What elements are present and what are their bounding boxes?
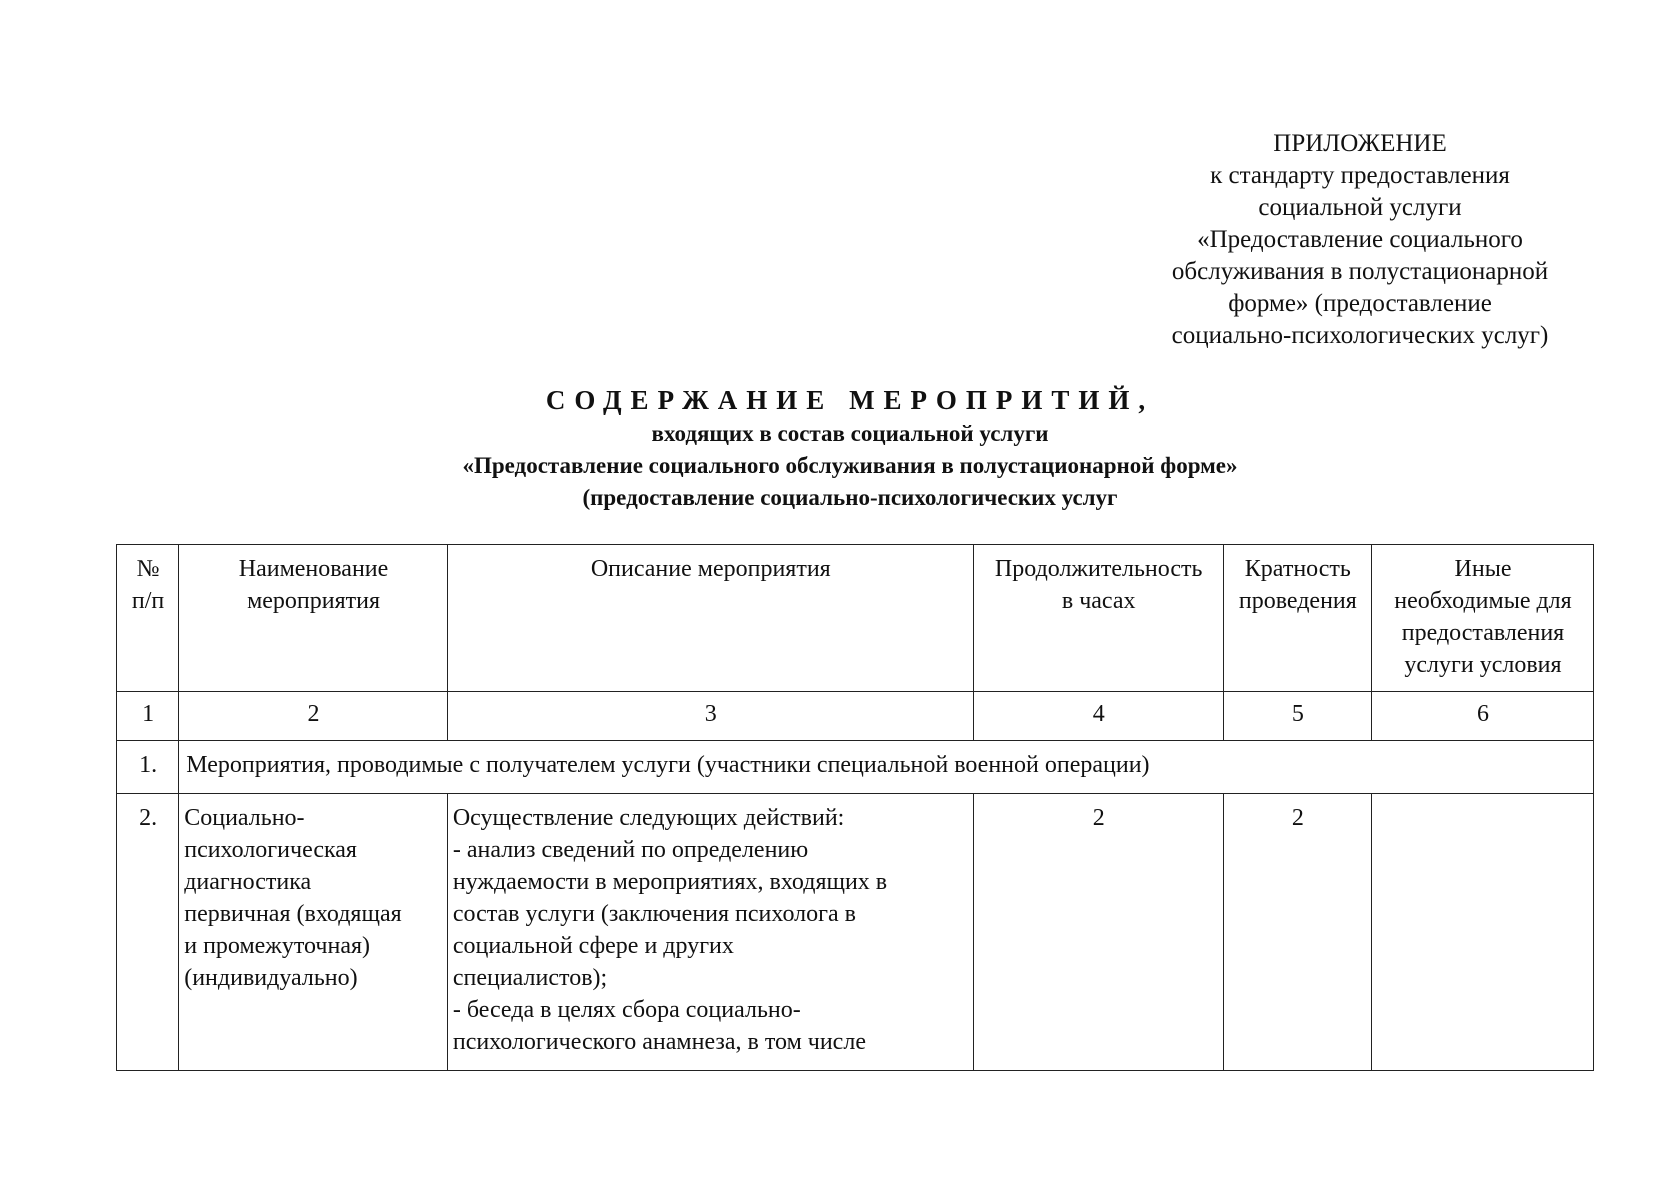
activities-table: [116, 544, 1594, 1071]
title-subline: (предоставление социально-психологических услуг: [582, 485, 1118, 510]
title-subline: входящих в состав социальной услуги: [651, 421, 1049, 446]
appendix-line: «Предоставление социального: [1197, 226, 1523, 253]
header-cell-description: Описание мероприятия: [447, 545, 973, 692]
row-description-cell: Осуществление следующих действий: - анализ сведений по определению нуждаемости в мероприятиях, входящих в состав услуги (заключения психолога в социальной сфере и других специалистов); - беседа в целях сбора социально- психологического анамнеза, в том числе: [447, 794, 973, 1071]
appendix-line: социально-психологических услуг): [1171, 322, 1549, 349]
title-subline: «Предоставление социального обслуживания в полустационарной форме»: [462, 453, 1238, 478]
appendix-line: к стандарту предоставления: [1210, 162, 1510, 189]
column-number-cell: 3: [447, 692, 973, 741]
header-cell-other-conditions: Иные необходимые для предоставления услуги условия: [1371, 545, 1593, 692]
section-title-cell: Мероприятия, проводимые с получателем услуги (участники специальной военной операции): [179, 741, 1594, 794]
row-name-cell: Социально- психологическая диагностика первичная (входящая и промежуточная) (индивидуально): [179, 794, 448, 1071]
section-number-cell: 1.: [117, 741, 179, 794]
title-main: СОДЕРЖАНИЕ МЕРОПРИТИЙ,: [545, 385, 1155, 415]
column-number-cell: 1: [117, 692, 179, 741]
section-row: [117, 741, 1594, 794]
appendix-line: социальной услуги: [1258, 194, 1462, 221]
column-number-cell: 6: [1371, 692, 1593, 741]
row-number-cell: 2.: [117, 794, 179, 1071]
table-header-row: [117, 545, 1594, 692]
header-cell-frequency: Кратность проведения: [1223, 545, 1371, 692]
header-cell-duration: Продолжительность в часах: [973, 545, 1223, 692]
row-frequency-cell: 2: [1223, 794, 1371, 1071]
header-cell-name: Наименование мероприятия: [179, 545, 448, 692]
appendix-line: обслуживания в полустационарной: [1171, 258, 1549, 285]
row-other-conditions-cell: [1371, 794, 1593, 1071]
appendix-line: форме» (предоставление: [1228, 290, 1492, 317]
column-number-cell: 2: [179, 692, 448, 741]
column-number-cell: 5: [1223, 692, 1371, 741]
header-cell-number: № п/п: [117, 545, 179, 692]
column-number-row: [117, 692, 1594, 741]
document-title: [140, 382, 1560, 514]
table-row: [117, 794, 1594, 1071]
appendix-line: ПРИЛОЖЕНИЕ: [1273, 130, 1447, 157]
row-duration-cell: 2: [973, 794, 1223, 1071]
column-number-cell: 4: [973, 692, 1223, 741]
appendix-block: [1140, 128, 1580, 352]
